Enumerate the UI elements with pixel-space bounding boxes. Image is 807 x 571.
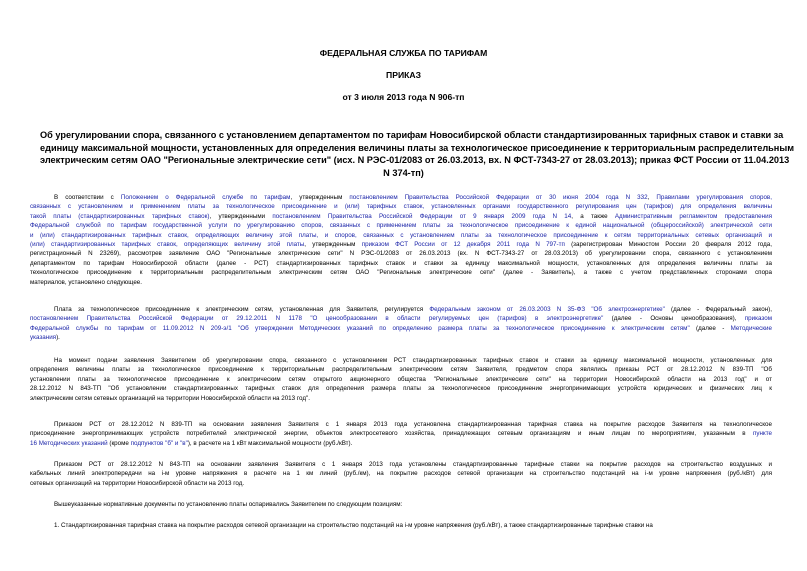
paragraph-line [30,439,772,448]
paragraph-line [30,521,772,530]
paragraph-text: департаментом по тарифам Новосибирской области (далее - РСТ) стандартизированных тарифных ставок и ставки за единицу максимальной мощности, установленных для определения величины платы за [30,259,772,267]
paragraph-line [30,193,772,202]
paragraph-line [30,249,772,258]
paragraph-line [30,469,772,478]
paragraph-text: В соответствии с [54,194,121,201]
paragraph-text: , утвержденным [304,241,362,249]
paragraph-text: (далее - Федеральный закон), [664,306,772,313]
document-link[interactable]: 16 Методических указаний [30,439,108,447]
paragraph-line [30,479,772,488]
document-link[interactable]: Административным регламентом предоставления [614,212,772,220]
document-link[interactable]: Федеральной службы по тарифам от 11.09.2012 N 209-э/1 "Об утверждении Методических указаний по определению размера платы за технологическое присоединение к электрическим сетям" [30,324,690,332]
paragraph-line [30,333,772,342]
paragraph-line [30,259,772,268]
paragraph-line [30,231,772,240]
paragraph-order-839 [30,420,772,448]
paragraph-text: технологическое присоединение к территориальным распределительным электрическим сетям ОАО "Региональные электрические сети" (далее - Заявитель), а также с учетом представленных сторонами спора [30,269,772,277]
paragraph-text: 1. Стандартизированная тарифная ставка на покрытие расходов сетевой организации на строительство подстанций на i-м уровне напряжения (руб./кВт), а также стандартизированные тарифные ставки на [54,522,653,529]
document-link[interactable]: подпунктов "б" и "в" [130,439,188,447]
paragraph-line [30,429,772,438]
paragraph-dispute-subject [30,356,772,403]
paragraph-text: (зарегистрирован Минюстом России 20 февраля 2012 года, [564,241,772,249]
document-link[interactable]: (или) стандартизированных тарифных ставок, определяющих величину этой платы [30,241,305,249]
title-line: N 374-тп) [383,167,424,178]
document-link[interactable]: Федеральным законом от 26.03.2003 N 35-ФЗ "Об электроэнергетике" [429,306,665,313]
document-link[interactable]: Федеральной службой по тарифам государственной услуги по урегулированию споров, связанных с применением платы за технологическое присоединение к единой национальной (общероссийской) электрической сети [30,222,772,230]
document-link[interactable]: постановлением Правительства Российской Федерации от 9 января 2009 года N 14 [272,212,572,220]
document-link[interactable]: связанных с установлением и применением платы за технологическое присоединение и (или) тарифных ставок, установленных органами государственного регулирования цен (тарифов) для определения величины [30,203,772,211]
document-link[interactable]: постановлением Правительства Российской Федерации от 30 июня 2004 года N 332 [349,194,648,201]
title-line: электрическим сетям ОАО "Региональные электрические сети" (исх. N РЭС-01/2083 от 26.03.2013, вх. N ФСТ-7343-27 от 28.03.2013); приказ ФСТ России от 11.04.2013 [40,155,790,165]
paragraph-text: 28.12.2012 N 843-ТП "Об установлении стандартизированных тарифных ставок для определения размера платы за технологическое присоединение энергопринимающих устройств юридических и физических лиц к [30,385,772,393]
document-link[interactable]: Правилами урегулирования споров, [656,194,772,201]
paragraph-text: (далее - [689,324,731,332]
paragraph-text: сетевых организаций на территории Новосибирской области на 2013 год. [30,479,245,487]
paragraph-line [30,365,772,374]
paragraph-text: электрическим сетям сетевых организаций на территории Новосибирской области на 2013 год". [30,394,310,402]
title-line: Об урегулировании спора, связанного с установлением департаментом по тарифам Новосибирской области стандартизированных тарифных ставок и ставки за [40,130,784,140]
paragraph-text: Плата за технологическое присоединение к электрическим сетям, установленная для Заявителя, регулируется [54,306,430,313]
paragraph-line [30,314,772,323]
paragraph-line [30,384,772,393]
paragraph-text: определения величины платы за технологическое присоединение к территориальным распределительным электрическим сетям Заявителя, предметом спора являлись приказы РСТ от 28.12.2012 N 839-ТП "Об [30,366,772,374]
agency-name: ФЕДЕРАЛЬНАЯ СЛУЖБА ПО ТАРИФАМ [319,48,488,58]
document-link[interactable]: такой платы (стандартизированных тарифных ставок) [30,212,210,220]
paragraph-text: кабельных линий электропередачи на i-м уровне напряжения в расчете на 1 км линий (руб./км), на покрытие расходов сетевой организации на строительство подстанций на i-м уровне напряжения (руб./кВт) для [30,470,772,478]
paragraph-line [30,375,772,384]
paragraph-text: Приказом РСТ от 28.12.2012 N 843-ТП на основании заявления Заявителя с 1 января 2013 года установлены стандартизированные тарифные ставки на покрытие расходов на строительство воздушных и [54,461,772,468]
paragraph-text: (кроме [107,439,131,447]
paragraph-text: ). [56,334,60,342]
document-link[interactable]: пункте [752,430,772,438]
paragraph-order-843 [30,460,772,488]
document-link[interactable]: и (или) стандартизированных тарифных ставок, определяющих величину этой платы, и споров, связанных с установлением платы за технологическое присоединение к сетям территориальных сетевых организаций и [30,231,772,239]
document-link[interactable]: приказом ФСТ России от 12 декабря 2011 года N 797-тп [361,241,565,249]
paragraph-text: , а также [571,212,615,220]
paragraph-line [30,240,772,249]
document-link[interactable]: указания [30,334,57,342]
paragraph-preamble [30,193,772,287]
paragraph-line [30,460,772,469]
paragraph-text: регистрационный N 23269), рассмотрев заявление ОАО "Региональные электрические сети" N РЭС-01/2083 от 26.03.2013 (вх. N ФСТ-7343-27 от 28.03.2013) об урегулировании спора, связанного с установлением [30,250,772,258]
title-line: единицу максимальной мощности, установленных для определения величины платы за технологическое присоединение к территориальным распределительным [40,142,794,153]
paragraph-disputed-positions [30,500,772,509]
document-type: ПРИКАЗ [386,70,421,80]
paragraph-line [30,500,772,509]
paragraph-text: установлении платы за технологическое присоединение к электрическим сетям открытого акционерного общества "Региональные электрические сети" на территории Новосибирской области на 2013 год" и от [30,375,772,383]
paragraph-text: ), в расчете на 1 кВт максимальной мощности (руб./кВт). [187,439,353,447]
paragraph-line [30,394,772,403]
paragraph-line [30,212,772,221]
paragraph-line [30,420,772,429]
paragraph-text: материалов, установлено следующее. [30,278,143,286]
paragraph-line [30,324,772,333]
paragraph-line [30,221,772,230]
paragraph-line [30,356,772,365]
document-title [40,129,794,179]
paragraph-line [30,202,772,211]
paragraph-item-1 [30,521,772,530]
paragraph-legal-basis [30,305,772,343]
document-link[interactable]: постановлением Правительства Российской Федерации от 29.12.2011 N 1178 "О ценообразовании в области регулируемых цен (тарифов) в электроэнергетике" [30,315,604,323]
paragraph-text: На момент подачи заявления Заявителем об урегулировании спора, связанного с установлением РСТ стандартизированных тарифных ставок и ставки за единицу максимальной мощности, установленных для [54,357,772,364]
paragraph-text: присоединение энергопринимающих устройств потребителей электрической энергии, объектов электросетевого хозяйства, принадлежащих сетевым организациям и иным лицам по мероприятиям, указанным в [30,430,753,438]
paragraph-text: (далее - Основы ценообразования), [603,315,745,323]
document-link[interactable]: Положением о Федеральной службе по тарифам [120,194,291,201]
paragraph-text: , [647,194,657,201]
paragraph-line [30,278,772,287]
paragraph-line [30,268,772,277]
document-link[interactable]: приказом [744,315,772,323]
paragraph-text: , утвержденным [290,194,350,201]
document-date-number: от 3 июля 2013 года N 906-тп [342,92,465,102]
document-link[interactable]: Методические [730,324,772,332]
paragraph-text: , утвержденными [209,212,273,220]
paragraph-text: Вышеуказанные нормативные документы по установлению платы оспаривались Заявителем по следующим позициям: [54,501,403,508]
paragraph-line [30,305,772,314]
paragraph-text: Приказом РСТ от 28.12.2012 N 839-ТП на основании заявления Заявителя с 1 января 2013 года установлена стандартизированная тарифная ставка на покрытие расходов Заявителя на технологическое [54,421,772,428]
